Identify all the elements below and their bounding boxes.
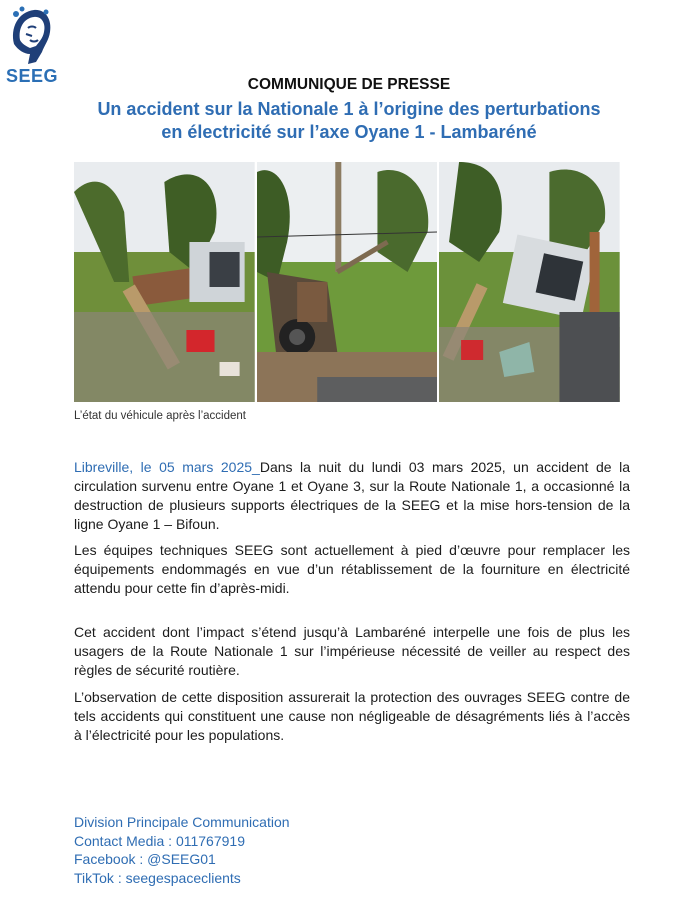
division-name: Division Principale Communication <box>74 814 290 830</box>
photo-caption: L’état du véhicule après l’accident <box>74 410 246 422</box>
paragraph-4: L’observation de cette disposition assurerait la protection des ouvrages SEEG contre de tels accidents qui constituent une cause non négligeable de désagréments liés à l’accès à l’électricité pour les populations. <box>74 689 630 743</box>
contact-tiktok: TikTok : seegespaceclients <box>74 869 241 886</box>
accident-photos <box>74 162 620 402</box>
seeg-emblem-icon <box>6 4 58 70</box>
press-release-heading: COMMUNIQUE DE PRESSE <box>247 76 451 93</box>
title-line-2: en électricité sur l’axe Oyane 1 - Lambaréné <box>161 122 537 142</box>
accident-photo-3 <box>439 162 620 402</box>
title-line-1: Un accident sur la Nationale 1 à l’origine des perturbations <box>97 99 601 119</box>
page-title <box>0 98 698 144</box>
logo-wordmark: SEEG <box>6 66 59 86</box>
paragraph-3: Cet accident dont l’impact s’étend jusqu’à Lambaréné interpelle une fois de plus les usagers de la Route Nationale 1 sur l’impérieuse nécessité de veiller au respect des règles de sécurité routière. <box>74 624 630 678</box>
contact-facebook: Facebook : @SEEG01 <box>74 851 216 867</box>
dateline: Libreville, le 05 mars 2025_ <box>74 459 260 475</box>
accident-photo-2 <box>257 162 438 402</box>
paragraph-1 <box>74 458 630 534</box>
contact-block <box>74 813 290 887</box>
accident-photo-1 <box>74 162 255 402</box>
paragraph-2: Les équipes techniques SEEG sont actuellement à pied d’œuvre pour remplacer les équipements endommagés en vue d’un rétablissement de la fourniture en électricité attendu pour cette fin d’après-midi. <box>74 542 630 596</box>
contact-media: Contact Media : 011767919 <box>74 832 245 849</box>
paragraph-1-text: Dans la nuit du lundi 03 mars 2025, un accident de la circulation survenu entre Oyane 1 et Oyane 3, sur la Route Nationale 1, a occasionné la destruction de plusieurs supports électriques de la SEEG et la mise hors-tension de la ligne Oyane 1 – Bifoun. <box>74 459 630 532</box>
